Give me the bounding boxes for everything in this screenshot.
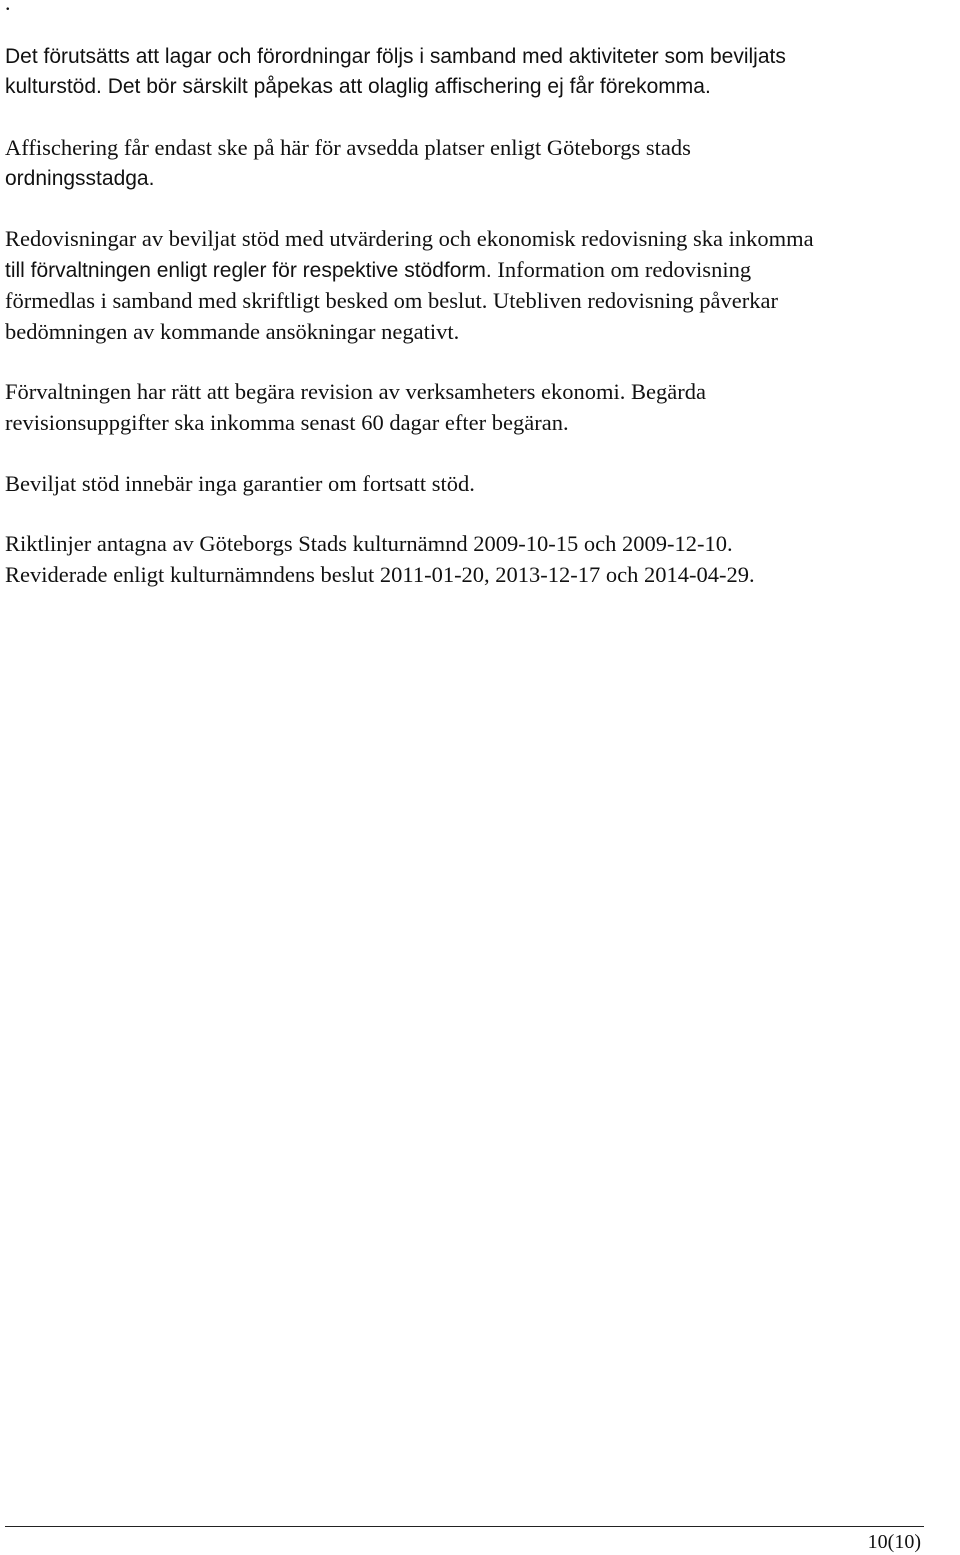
text-line-mixed [5, 255, 955, 286]
text-fragment: förmedlas i samband med skriftligt besked om beslut. [5, 288, 488, 314]
text-line: Affischering får endast ske på här för avsedda platser enligt Göteborgs stads [5, 135, 691, 161]
paragraph-audit [5, 377, 955, 438]
text-line: Reviderade enligt kulturnämndens beslut 2011-01-20, 2013-12-17 och 2014-04-29. [5, 561, 755, 587]
paragraph-reporting [5, 224, 955, 347]
text-line: Redovisningar av beviljat stöd med utvärdering och ekonomisk redovisning ska inkomma [5, 226, 814, 252]
text-fragment: Utebliven redovisning påverkar [493, 288, 778, 314]
text-line: bedömningen av kommande ansökningar negativt. [5, 318, 460, 344]
document-body [5, 42, 955, 621]
text-fragment: till förvaltningen enligt regler för respektive stödform. [5, 258, 492, 282]
text-line: Beviljat stöd innebär inga garantier om fortsatt stöd. [5, 470, 475, 496]
page-number: 10(10) [867, 1531, 921, 1553]
text-line: kulturstöd. Det bör särskilt påpekas att olaglig affischering ej får förekomma. [5, 75, 711, 99]
text-line: Det förutsätts att lagar och förordningar följs i samband med aktiviteter som beviljats [5, 45, 786, 68]
text-line-mixed [5, 286, 955, 316]
paragraph-guarantee [5, 469, 955, 499]
text-fragment: Information om redovisning [497, 256, 752, 282]
text-line: revisionsuppgifter ska inkomma senast 60 dagar efter begäran. [5, 409, 569, 435]
text-line: ordningsstadga. [5, 166, 155, 190]
paragraph-laws [5, 42, 955, 103]
text-line: Riktlinjer antagna av Göteborgs Stads kulturnämnd 2009-10-15 och 2009-12-10. [5, 531, 733, 557]
page-top-dot: . [5, 0, 11, 15]
footer-divider [5, 1526, 924, 1527]
paragraph-guidelines [5, 529, 955, 590]
text-line: Förvaltningen har rätt att begära revision av verksamheters ekonomi. Begärda [5, 379, 707, 405]
paragraph-posters [5, 133, 955, 194]
